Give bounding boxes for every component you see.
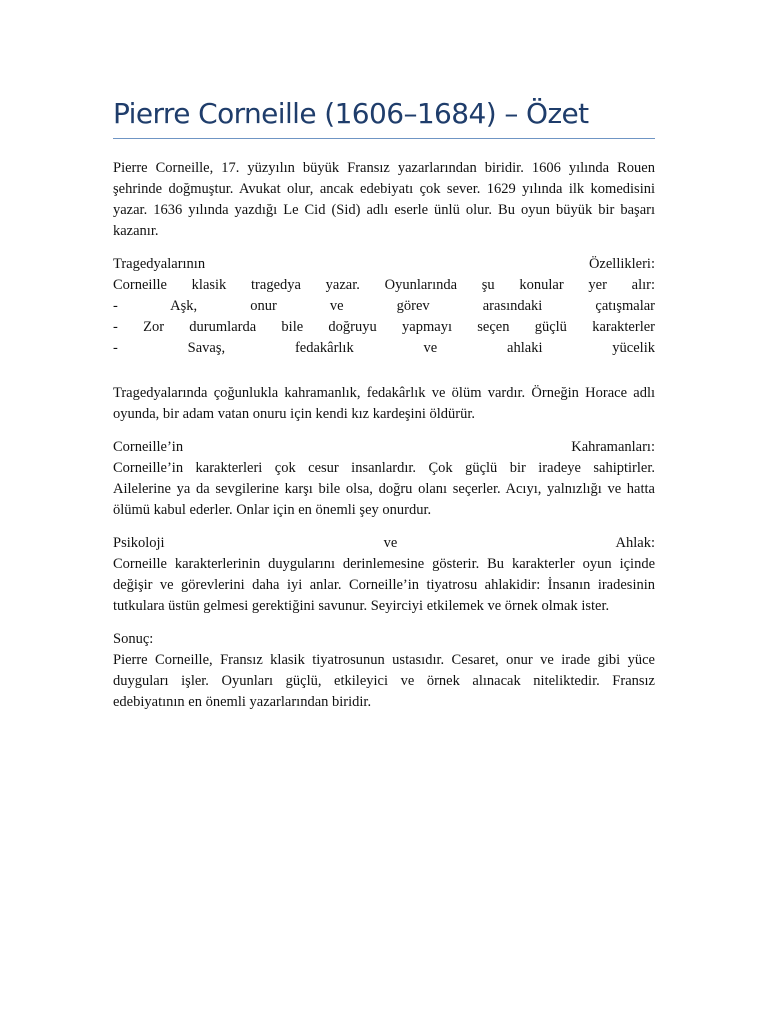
paragraph-line: kazanır. (113, 223, 159, 239)
paragraph-line: değişir ve görevlerini daha iyi anlar. Corneille’in tiyatrosu ahlakidir: İnsanın iradesinin (113, 577, 655, 593)
page-title: Pierre Corneille (1606–1684) – Özet (113, 97, 589, 130)
intro-paragraph (113, 158, 655, 242)
paragraph-line: ölümü kabul ederler. Onlar için en önemli şey onurdur. (113, 502, 432, 518)
paragraph-line: oyunda, bir adam vatan onuru için kendi kız kardeşini öldürür. (113, 406, 476, 422)
title-underline (113, 138, 655, 139)
horace-paragraph (113, 383, 655, 425)
psychology-section (113, 533, 655, 617)
section-heading-heroes: Corneille’in Kahramanları: (113, 439, 655, 455)
section-heading-psychology: Psikoloji ve Ahlak: (113, 535, 655, 551)
paragraph-line: Corneille’in karakterleri çok cesur insanlardır. Çok güçlü bir iradeye sahiptirler. (113, 460, 655, 476)
paragraph-line: edebiyatının en önemli yazarlarından biridir. (113, 694, 372, 710)
list-item: - Savaş, fedakârlık ve ahlaki yücelik (113, 340, 655, 356)
paragraph-line: Corneille klasik tragedya yazar. Oyunlarında şu konular yer alır: (113, 277, 655, 293)
paragraph-line: Tragedyalarında çoğunlukla kahramanlık, fedakârlık ve ölüm vardır. Örneğin Horace adlı (113, 385, 655, 401)
section-heading-tragedies: Tragedyalarının Özellikleri: (113, 256, 655, 272)
paragraph-line: Pierre Corneille, 17. yüzyılın büyük Fransız yazarlarından biridir. 1606 yılında Rouen (113, 160, 655, 176)
heroes-section (113, 437, 655, 521)
paragraph-line: yazar. 1636 yılında yazdığı Le Cid (Sid) adlı eserle ünlü olur. Bu oyun büyük bir başarı (113, 202, 655, 218)
paragraph-line: Corneille karakterlerinin duygularını derinlemesine gösterir. Bu karakterler oyun içinde (113, 556, 655, 572)
section-heading-conclusion: Sonuç: (113, 631, 154, 647)
paragraph-line: Pierre Corneille, Fransız klasik tiyatrosunun ustasıdır. Cesaret, onur ve irade gibi yüce (113, 652, 655, 668)
blank-line (113, 359, 655, 371)
list-item: - Aşk, onur ve görev arasındaki çatışmalar (113, 298, 655, 314)
paragraph-line: şehrinde doğmuştur. Avukat olur, ancak edebiyatı çok sever. 1629 yılında ilk komedisini (113, 181, 655, 197)
list-item: - Zor durumlarda bile doğruyu yapmayı seçen güçlü karakterler (113, 319, 655, 335)
conclusion-section (113, 629, 655, 713)
document-page (113, 96, 655, 725)
paragraph-line: tutkulara üstün gelmesi gerektiğini savunur. Seyirciyi etkilemek ve örnek olmak ister. (113, 598, 610, 614)
paragraph-line: Ailelerine ya da sevgilerine karşı bile olsa, doğru olanı seçerler. Acıyı, yalnızlığı ve hatta (113, 481, 655, 497)
tragedies-section (113, 254, 655, 371)
paragraph-line: duyguları işler. Oyunları güçlü, etkileyici ve örnek alınacak niteliktedir. Fransız (113, 673, 655, 689)
